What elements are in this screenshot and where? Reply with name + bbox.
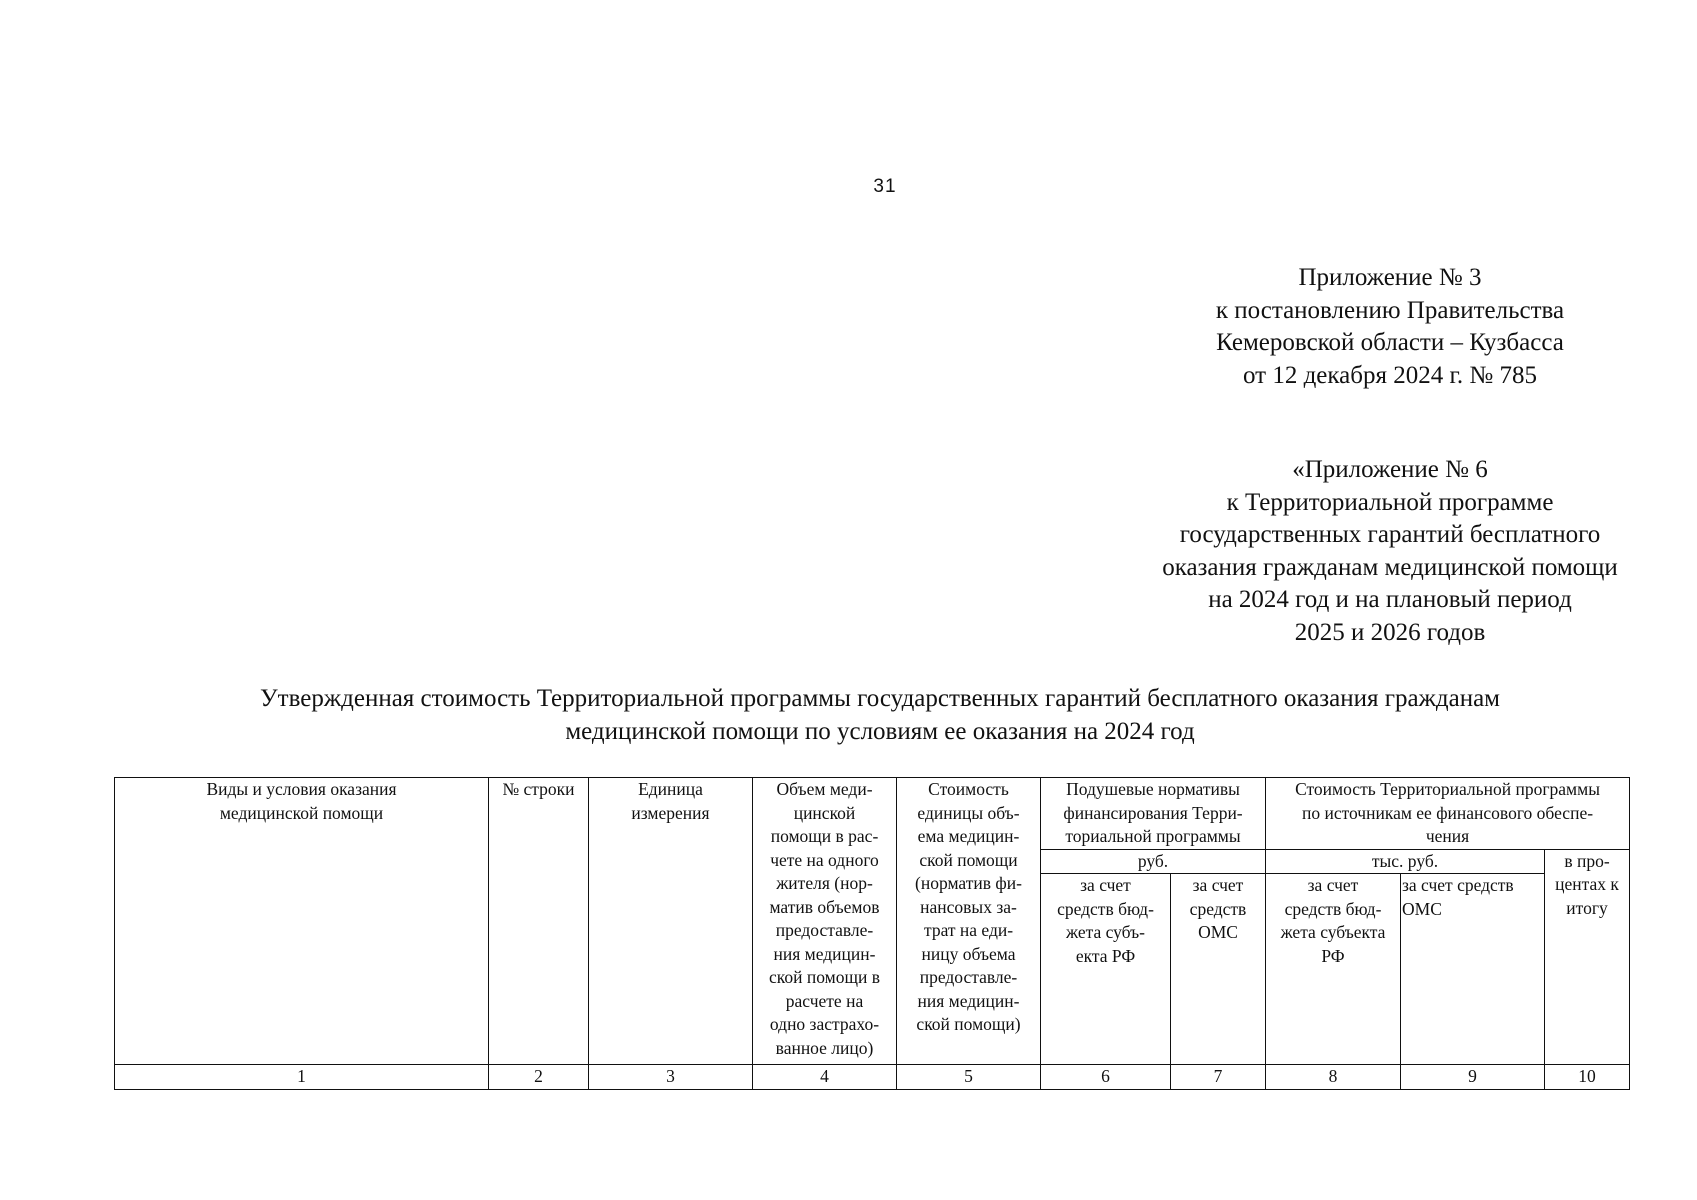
appendix-3-line: от 12 декабря 2024 г. № 785 — [1242, 361, 1538, 389]
appendix-6-line: «Приложение № 6 — [1292, 456, 1488, 483]
document-title-line: медицинской помощи по условиям ее оказания на 2024 год — [565, 717, 1195, 745]
column-number: 7 — [1171, 1065, 1266, 1090]
page-number: 31 — [873, 176, 897, 197]
header-per-capita-oms: за счет средств ОМС — [1171, 874, 1266, 1065]
appendix-6-line: государственных гарантий бесплатного — [1179, 521, 1601, 548]
header-volume: Объем меди- цинской помощи в рас- чете на одного жителя (нор- матив объемов предоставле- ния медицин- ской помощи в расчете на одно застрахо- ванное лицо) — [753, 778, 897, 1065]
appendix-3-line: Приложение № 3 — [1298, 264, 1482, 291]
header-unit: Единица измерения — [589, 778, 753, 1065]
appendix-3-line: Кемеровской области – Кузбасса — [1216, 329, 1564, 356]
column-number: 4 — [753, 1065, 897, 1090]
appendix-6-line: 2025 и 2026 годов — [1294, 618, 1486, 646]
column-number: 9 — [1401, 1065, 1545, 1090]
column-number: 5 — [897, 1065, 1041, 1090]
document-title — [100, 683, 1660, 748]
header-per-capita-budget: за счет средств бюд- жета субъ- екта РФ — [1041, 874, 1171, 1065]
appendix-6-block — [1100, 454, 1680, 649]
header-percent-of-total: в про- центах к итогу — [1545, 849, 1630, 1065]
column-number: 10 — [1545, 1065, 1630, 1090]
column-number: 8 — [1266, 1065, 1401, 1090]
document-title-line: Утвержденная стоимость Территориальной программы государственных гарантий бесплатного оказания гражданам — [259, 685, 1500, 712]
header-per-capita-group: Подушевые нормативы финансирования Терри- ториальной программы — [1041, 778, 1266, 850]
header-thousand-rub: тыс. руб. — [1266, 849, 1545, 874]
header-cost-group: Стоимость Территориальной программы по источникам ее финансового обеспе- чения — [1266, 778, 1630, 850]
header-row-number: № строки — [489, 778, 589, 1065]
appendix-6-line: к Территориальной программе — [1226, 488, 1554, 516]
header-cost-budget: за счет средств бюд- жета субъекта РФ — [1266, 874, 1401, 1065]
appendix-6-line: на 2024 год и на плановый период — [1208, 586, 1572, 613]
header-cost-oms: за счет средств ОМС — [1401, 874, 1545, 1065]
header-care-types: Виды и условия оказания медицинской помощи — [115, 778, 489, 1065]
column-number: 3 — [589, 1065, 753, 1090]
header-unit-cost: Стоимость единицы объ- ема медицин- ской помощи (норматив фи- нансовых за- трат на еди- ницу объема предоставле- ния медицин- ской помощи) — [897, 778, 1041, 1065]
column-number: 1 — [115, 1065, 489, 1090]
column-number: 6 — [1041, 1065, 1171, 1090]
header-rub: руб. — [1041, 849, 1266, 874]
appendix-6-line: оказания гражданам медицинской помощи — [1162, 553, 1618, 581]
cost-table — [114, 777, 1630, 1090]
appendix-3-block — [1100, 262, 1680, 392]
column-number: 2 — [489, 1065, 589, 1090]
appendix-3-line: к постановлению Правительства — [1215, 296, 1565, 324]
